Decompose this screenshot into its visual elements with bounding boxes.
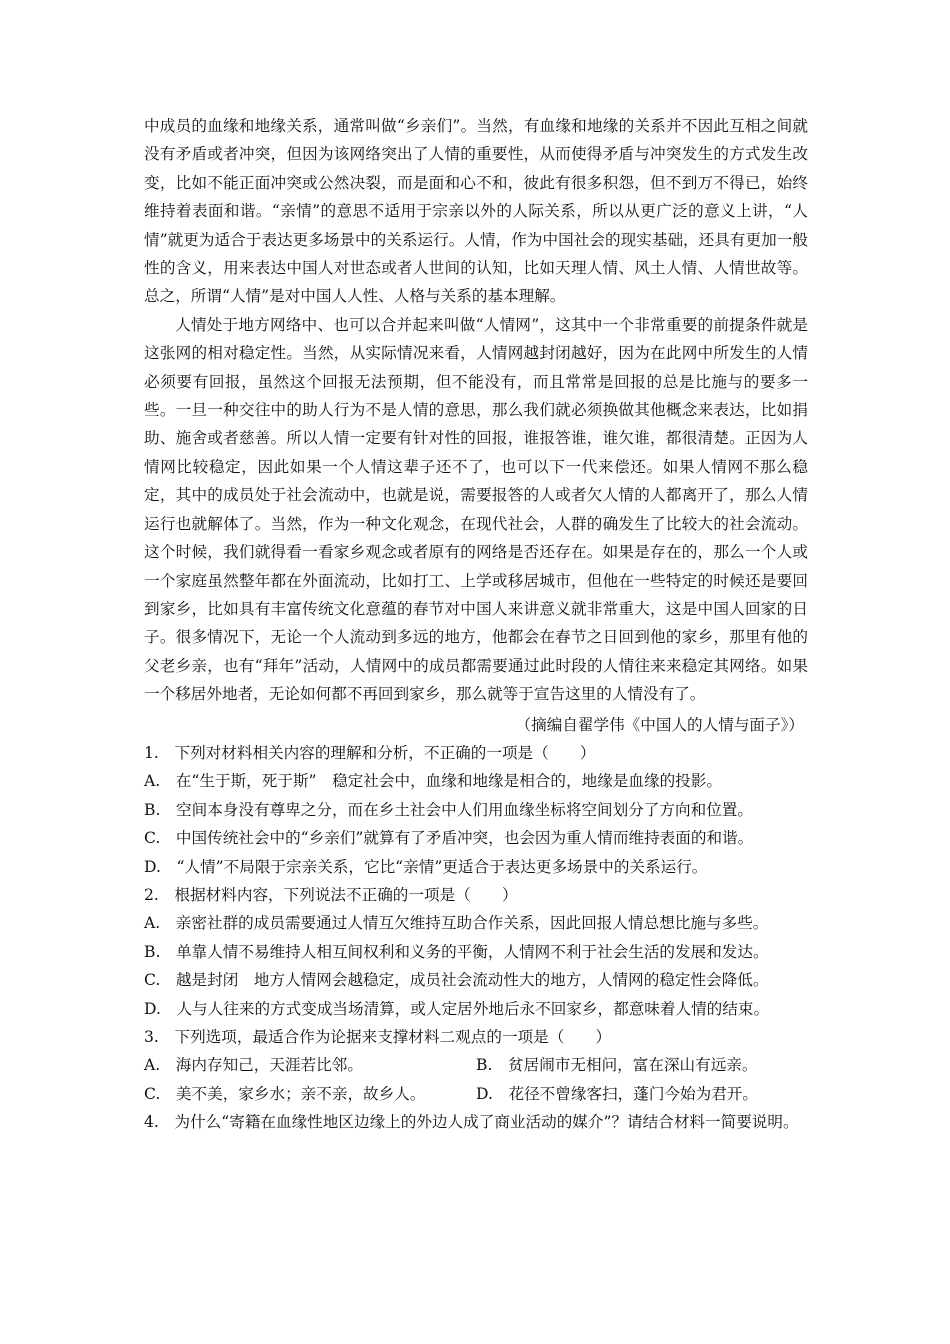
- paragraph-1: 中成员的血缘和地缘关系，通常叫做“乡亲们”。当然，有血缘和地缘的关系并不因此互相之间就没有矛盾或者冲突，但因为该网络突出了人情的重要性，从而使得矛盾与冲突发生的方式发生改变，比如不能正面冲突或公然决裂，而是面和心不和，彼此有很多积怨，但不到万不得已，始终维持着表面和谐。“亲情”的意思不适用于宗亲以外的人际关系，所以从更广泛的意义上讲，“人情”就更为适合于表达更多场景中的关系运行。人情，作为中国社会的现实基础，还具有更加一般性的含义，用来表达中国人对世态或者人世间的认知，比如天理人情、风土人情、人情世故等。总之，所谓“人情”是对中国人人性、人格与关系的基本理解。: [144, 117, 808, 306]
- question-2-option-b: B. 单靠人情不易维持人相互间权利和义务的平衡，人情网不利于社会生活的发展和发达。: [144, 942, 769, 961]
- question-1: [144, 739, 808, 881]
- question-4-stem: 4. 为什么“寄籍在血缘性地区边缘上的外边人成了商业活动的媒介”？请结合材料一简要说明。: [144, 1113, 799, 1132]
- question-1-stem: 1. 下列对材料相关内容的理解和分析，不正确的一项是（ ）: [144, 743, 596, 762]
- question-3-stem: 3. 下列选项，最适合作为论据来支撑材料二观点的一项是（ ）: [144, 1028, 612, 1046]
- question-3-option-a: A. 海内存知己，天涯若比邻。: [144, 1056, 363, 1075]
- question-1-option-d: D. “人情”不局限于宗亲关系，它比“亲情”更适合于表达更多场景中的关系运行。: [144, 857, 708, 876]
- question-1-option-a: A. 在“生于斯，死于斯” 稳定社会中，血缘和地缘是相合的，地缘是血缘的投影。: [144, 772, 722, 791]
- document-body: [144, 112, 808, 1137]
- question-1-option-b: B. 空间本身没有尊卑之分，而在乡土社会中人们用血缘坐标将空间划分了方向和位置。: [144, 800, 753, 819]
- question-2-option-d: D. 人与人往来的方式变成当场清算，或人定居外地后永不回家乡，都意味着人情的结束。: [144, 999, 770, 1018]
- question-3-options-row-1: [144, 1051, 808, 1079]
- question-2: [144, 881, 808, 1023]
- question-3-options-row-2: [144, 1080, 808, 1108]
- paragraph-2: 人情处于地方网络中、也可以合并起来叫做“人情网”，这其中一个非常重要的前提条件就是这张网的相对稳定性。当然，从实际情况来看，人情网越封闭越好，因为在此网中所发生的人情必须要有回报，虽然这个回报无法预期，但不能没有，而且常常是回报的总是比施与的要多一些。一旦一种交往中的助人行为不是人情的意思，那么我们就必须换做其他概念来表达，比如捐助、施舍或者慈善。所以人情一定要有针对性的回报，谁报答谁，谁欠谁，都很清楚。正因为人情网比较稳定，因此如果一个人情这辈子还不了，也可以下一代来偿还。如果人情网不那么稳定，其中的成员处于社会流动中，也就是说，需要报答的人或者欠人情的人都离开了，那么人情运行也就解体了。当然，作为一种文化观念，在现代社会，人群的确发生了比较大的社会流动。这个时候，我们就得看一看家乡观念或者原有的网络是否还存在。如果是存在的，那么一个人或一个家庭虽然整年都在外面流动，比如打工、上学或移居城市，但他在一些特定的时候还是要回到家乡，比如具有丰富传统文化意蕴的春节对中国人来讲意义就非常重大，这是中国人回家的日子。很多情况下，无论一个人流动到多远的地方，他都会在春节之日回到他的家乡，那里有他的父老乡亲，也有“拜年”活动，人情网中的成员都需要通过此时段的人情往来来稳定其网络。如果一个移居外地者，无论如何都不再回到家乡，那么就等于宣告这里的人情没有了。: [144, 315, 808, 704]
- question-3-option-b: B. 贫居闹市无相问，富在深山有远亲。: [476, 1056, 758, 1075]
- question-3-option-d: D. 花径不曾缘客扫，蓬门今始为君开。: [476, 1084, 758, 1103]
- question-2-option-a: A. 亲密社群的成员需要通过人情互欠维持互助合作关系，因此回报人情总想比施与多些。: [144, 914, 769, 933]
- question-3: [144, 1023, 808, 1108]
- source-citation: （摘编自翟学伟《中国人的人情与面子》）: [515, 715, 804, 734]
- question-2-stem: 2. 根据材料内容，下列说法不正确的一项是（ ）: [144, 885, 518, 904]
- question-3-option-c: C. 美不美，家乡水；亲不亲，故乡人。: [144, 1084, 426, 1103]
- question-1-option-c: C. 中国传统社会中的“乡亲们”就算有了矛盾冲突，也会因为重人情而维持表面的和谐。: [144, 829, 754, 848]
- question-4: [144, 1108, 808, 1136]
- question-2-option-c: C. 越是封闭 地方人情网会越稳定，成员社会流动性大的地方，人情网的稳定性会降低。: [144, 971, 769, 990]
